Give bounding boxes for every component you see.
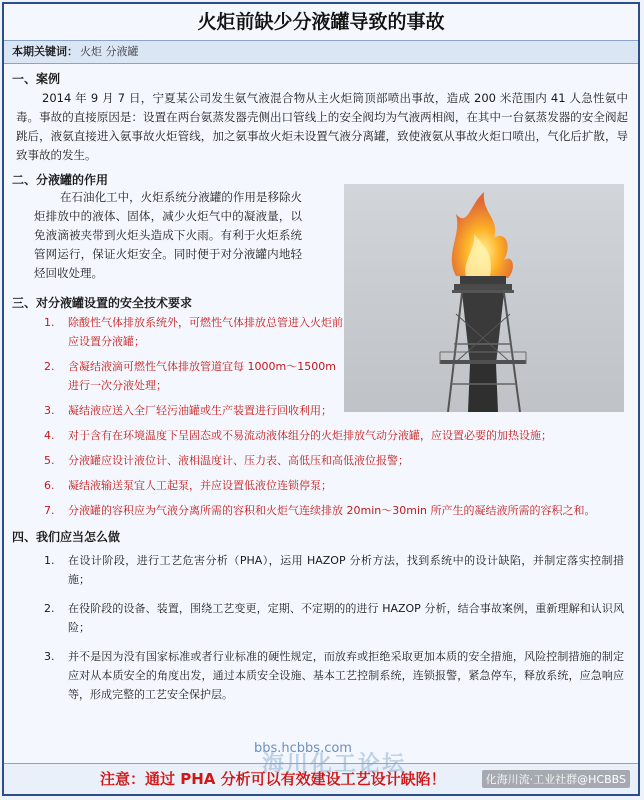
watermark-tag: 化海川流·工业社群@HCBBS: [482, 770, 630, 788]
list-item: 2. 含凝结液滴可燃性气体排放管道宜每 1000m～1500m 进行一次分液处理；: [44, 360, 336, 392]
flare-stack-illustration: [344, 184, 624, 412]
actions-list: [4, 551, 638, 704]
list-item: 3. 并不是因为没有国家标准或者行业标准的硬性规定，而放弃或拒绝采取更加本质的安全措施，风险控制措施的制定应对从本质安全的角度出发，通过本质安全设施、基本工艺控制系统，连锁报警，紧急停车，释放系统，应急响应等，形成完整的工艺安全保护层。: [44, 650, 624, 701]
section-2-body: [4, 188, 638, 288]
section-4-heading: 四、我们应当怎么做: [12, 530, 121, 544]
keywords-value: 火炬 分液罐: [80, 45, 139, 58]
list-item: 3. 凝结液应送入全厂轻污油罐或生产装置进行回收利用；: [44, 404, 332, 417]
footer-note: 注意：通过 PHA 分析可以有效建设工艺设计缺陷！: [4, 763, 638, 794]
list-item: 6. 凝结液输送泵宜人工起泵，并应设置低液位连锁停泵；: [44, 479, 332, 492]
list-item: 1. 在设计阶段，进行工艺危害分析（PHA），运用 HAZOP 分析方法，找到系统中的设计缺陷，并制定落实控制措施；: [44, 554, 624, 586]
watermark-url: bbs.hcbbs.com: [254, 741, 352, 756]
keywords-bar: [4, 41, 638, 64]
section-1-text: 2014 年 9 月 7 日，宁夏某公司发生氨气液混合物从主火炬筒顶部喷出事故，造成 200 米范围内 41 人急性氨中毒。事故的直接原因是：设置在两台氨蒸发器壳侧出口管线上的安全阀均为气液两相阀，在其中一台氨蒸发器的安全阀起跳后，液氨直接进入氨事故火炬管线，加之氨事故火炬未设置气液分离罐，致使液氨从事故火炬口喷出，气化后扩散，导致事故的发生。: [16, 91, 628, 162]
section-3-heading: 三、对分液罐设置的安全技术要求: [12, 296, 193, 310]
section-1-heading: 一、案例: [12, 72, 61, 86]
section-2-text: 在石油化工中，火炬系统分液罐的作用是移除火炬排放中的液体、固体，减少火炬气中的凝液量，以免液滴被夹带到火炬头造成下火雨。有利于火炬系统管网运行，保证火炬安全。同时便于对分液罐内地轻烃回收处理。: [34, 190, 302, 280]
list-item: 7. 分液罐的容积应为气液分离所需的容积和火炬气连续排放 20min～30min 所产生的凝结液所需的容积之和。: [44, 504, 596, 517]
section-2-heading: 二、分液罐的作用: [12, 173, 109, 187]
watermark-forum: 海川化工论坛: [262, 752, 407, 777]
document-sheet: [2, 2, 640, 796]
list-item: 2. 在役阶段的设备、装置，围绕工艺变更，定期、不定期的的进行 HAZOP 分析，结合事故案例，重新理解和认识风险；: [44, 602, 624, 634]
list-item: 5. 分液罐应设计液位计、液相温度计、压力表、高低压和高低液位报警；: [44, 454, 409, 467]
keywords-label: 本期关键词：: [12, 45, 78, 58]
page-title: 火炬前缺少分液罐导致的事故: [4, 4, 638, 41]
flare-stack-photo: [344, 184, 624, 412]
list-item: 1. 除酸性气体排放系统外，可燃性气体排放总管进入火炬前应设置分液罐；: [44, 316, 343, 348]
list-item: 4. 对于含有在环境温度下呈固态或不易流动液体组分的火炬排放气动分液罐，应设置必要的加热设施；: [44, 429, 552, 442]
